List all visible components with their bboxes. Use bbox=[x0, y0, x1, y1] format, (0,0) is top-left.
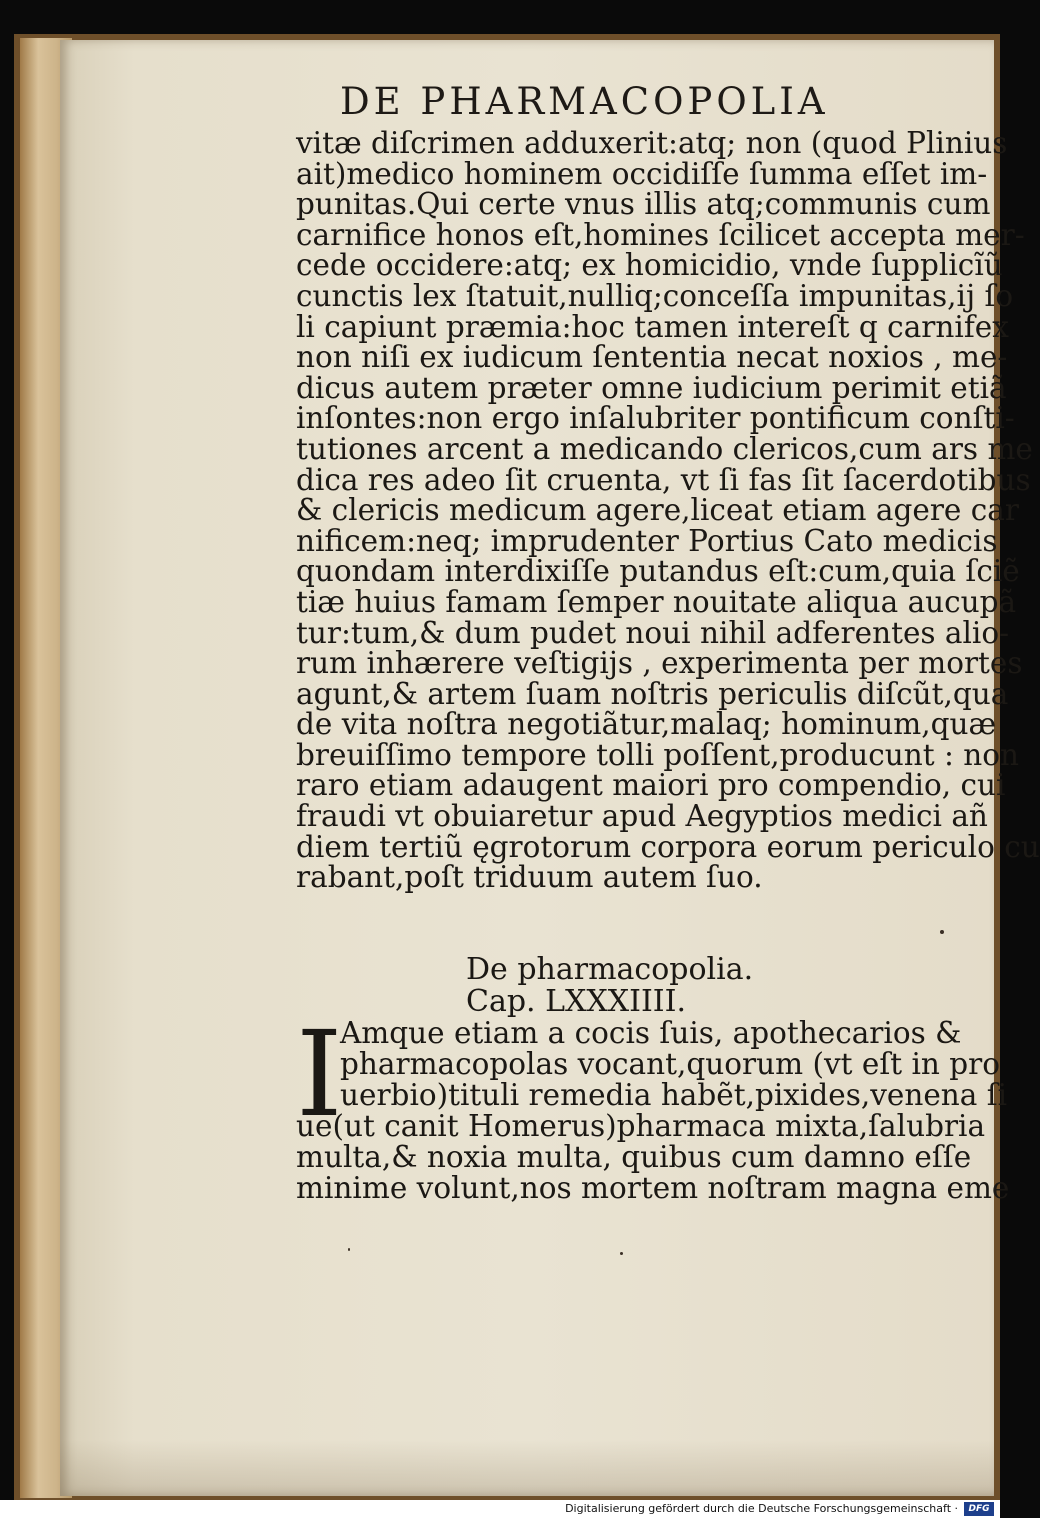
chapter-line: pharmacopolas vocant,quorum (vt eſt in pro bbox=[340, 1047, 1001, 1081]
text-line: cunctis lex ſtatuit,nulliq;conceſſa impunitas,ij ſo bbox=[296, 278, 1014, 313]
chapter-line: ue(ut canit Homerus)pharmaca mixta,ſalubria bbox=[296, 1109, 986, 1143]
dfg-logo[interactable]: DFG bbox=[964, 1502, 994, 1516]
text-line: breuiſſimo tempore tolli poſſent,producunt : non bbox=[296, 737, 1020, 772]
footer-bar bbox=[0, 1500, 1000, 1518]
text-line: tur:tum,& dum pudet noui nihil adferentes alio- bbox=[296, 615, 1010, 650]
chapter-line: minime volunt,nos mortem noſtram magna eme bbox=[296, 1171, 1010, 1205]
text-line: inſontes:non ergo inſalubriter pontificum conſti- bbox=[296, 401, 1015, 436]
text-line: carnifice honos eſt,homines ſcilicet accepta mer- bbox=[296, 217, 1025, 252]
text-line: dicus autem præter omne iudicium perimit etiã bbox=[296, 370, 1007, 405]
text-line: tiæ huius famam ſemper nouitate aliqua aucupã bbox=[296, 584, 1017, 619]
chapter-text bbox=[296, 1005, 1010, 1205]
text-line: raro etiam adaugent maiori pro compendio, cui bbox=[296, 768, 1006, 803]
text-line: vitæ diſcrimen adduxerit:atq; non (quod Plinius bbox=[296, 126, 1008, 160]
page-shadow bbox=[60, 1440, 994, 1496]
drop-initial: I bbox=[296, 1005, 343, 1143]
main-text bbox=[296, 126, 1040, 895]
text-line: nificem:neq; imprudenter Portius Cato medicis bbox=[296, 523, 998, 558]
text-line: agunt,& artem ſuam noſtris periculis diſcũt,qua bbox=[296, 676, 1009, 711]
text-line: cede occidere:atq; ex homicidio, vnde ſupplicĩũ bbox=[296, 248, 1003, 283]
text-line: quondam interdixiſſe putandus eſt:cum,quia ſciẽ bbox=[296, 554, 1020, 589]
chapter-title: De pharmacopolia. bbox=[466, 952, 754, 987]
chapter-line: uerbio)tituli remedia habẽt,pixides,venena ſi bbox=[340, 1078, 1008, 1112]
text-line: diem tertiũ ęgrotorum corpora eorum periculo cu bbox=[296, 829, 1040, 864]
text-line: dica res adeo ſit cruenta, vt ſi fas ſit ſacerdotibus bbox=[296, 462, 1031, 497]
text-line: rum inhærere veſtigijs , experimenta per mortes bbox=[296, 646, 1023, 681]
running-head: DE PHARMACOPOLIA bbox=[340, 80, 829, 123]
chapter-number: Cap. LXXXIIII. bbox=[466, 984, 687, 1019]
text-line: punitas.Qui certe vnus illis atq;communis cum bbox=[296, 187, 991, 222]
text-line: & clericis medicum agere,liceat etiam agere car bbox=[296, 493, 1019, 528]
chapter-line: multa,& noxia multa, quibus cum damno eſſe bbox=[296, 1140, 972, 1174]
text-line: li capiunt præmia:hoc tamen intereſt q carnifex bbox=[296, 309, 1009, 344]
text-line: de vita noſtra negotiãtur,malaq; hominum,quæ bbox=[296, 707, 997, 742]
text-line: non niſi ex iudicum ſententia necat noxios , me- bbox=[296, 340, 1008, 375]
text-line: rabant,poſt triduum autem ſuo. bbox=[296, 860, 763, 895]
funding-notice: Digitalisierung gefördert durch die Deutsche Forschungsgemeinschaft · bbox=[565, 1502, 958, 1515]
text-line: tutiones arcent a medicando clericos,cum ars me bbox=[296, 431, 1033, 466]
chapter-line: Amque etiam a cocis ſuis, apothecarios & bbox=[340, 1016, 962, 1050]
text-line: fraudi vt obuiaretur apud Aegyptios medici añ bbox=[296, 799, 988, 834]
text-line: ait)medico hominem occidiſſe ſumma eſſet im- bbox=[296, 156, 988, 191]
